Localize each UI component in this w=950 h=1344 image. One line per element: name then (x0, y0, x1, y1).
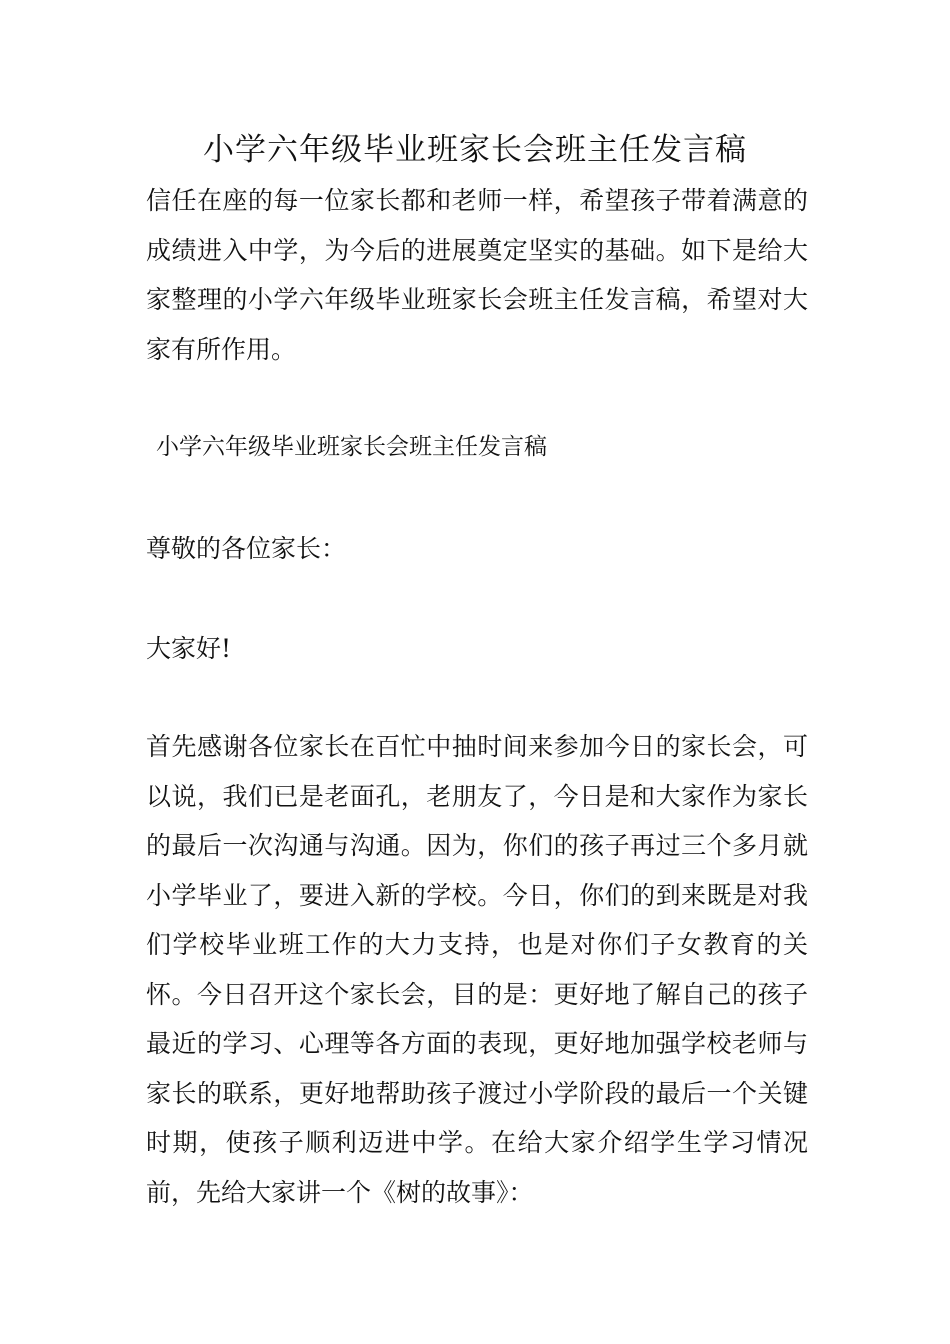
hello-line: 大家好! (146, 634, 232, 663)
intro-paragraph: 信任在座的每一位家长都和老师一样，希望孩子带着满意的成绩进入中学，为今后的进展奠定坚实的基础。如下是给大家整理的小学六年级毕业班家长会班主任发言稿，希望对大家有所作用。 (146, 186, 808, 364)
section-subtitle: 小学六年级毕业班家长会班主任发言稿 (156, 434, 547, 460)
greeting-line: 尊敬的各位家长： (146, 534, 347, 563)
document-title: 小学六年级毕业班家长会班主任发言稿 (203, 132, 747, 168)
body-paragraph: 首先感谢各位家长在百忙中抽时间来参加今日的家长会，可以说，我们已是老面孔，老朋友了，今日是和大家作为家长的最后一次沟通与沟通。因为，你们的孩子再过三个多月就小学毕业了，要进入新的学校。今日，你们的到来既是对我们学校毕业班工作的大力支持，也是对你们子女教育的关怀。今日召开这个家长会，目的是：更好地了解自己的孩子最近的学习、心理等各方面的表现，更好地加强学校老师与家长的联系，更好地帮助孩子渡过小学阶段的最后一个关键时期，使孩子顺利迈进中学。在给大家介绍学生学习情况前，先给大家讲一个《树的故事》： (146, 732, 808, 1207)
